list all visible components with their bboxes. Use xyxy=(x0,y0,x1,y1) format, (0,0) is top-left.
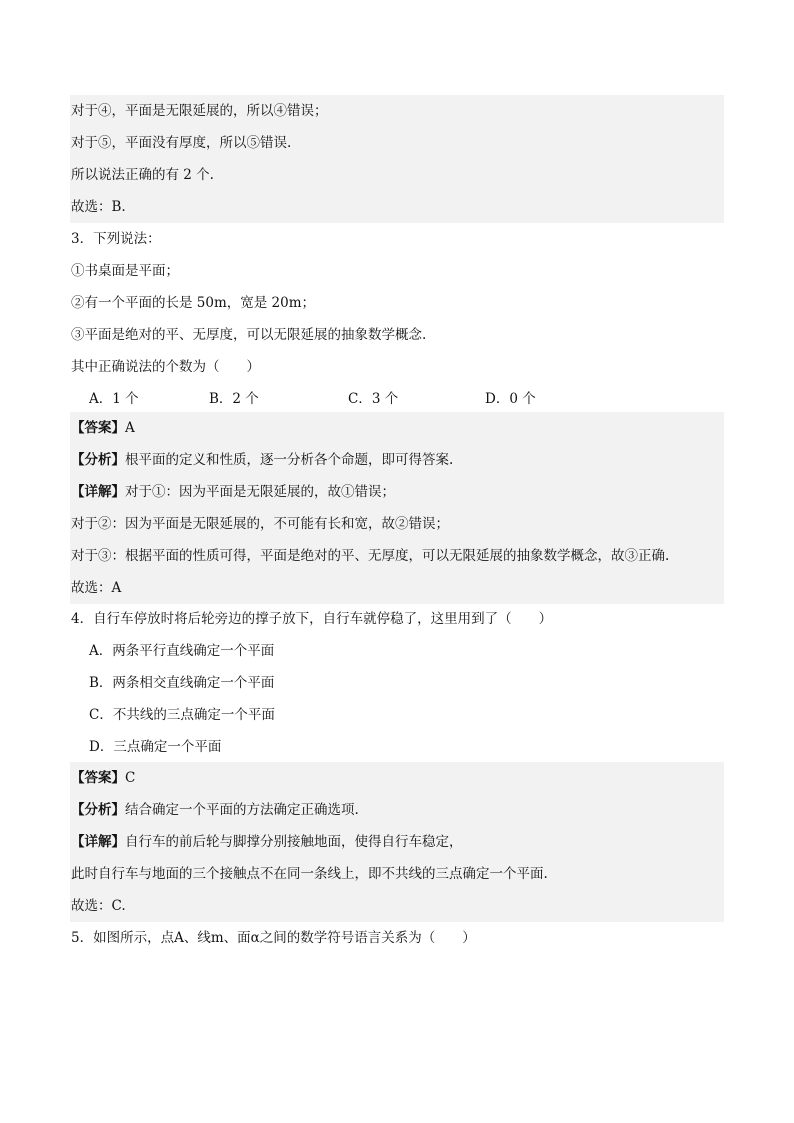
option-row xyxy=(70,383,724,415)
question-3 xyxy=(70,223,724,415)
option-a: A．1 个 xyxy=(89,391,139,407)
question-stem: 3．下列说法： xyxy=(71,231,161,247)
answer-line xyxy=(70,762,724,794)
question-4 xyxy=(70,603,724,763)
text-line: 对于⑤，平面没有厚度，所以⑤错误. xyxy=(71,135,292,151)
answer-tag: 【答案】 xyxy=(71,420,125,436)
text-line: 故选：C. xyxy=(71,898,126,914)
analysis-text: 结合确定一个平面的方法确定正确选项. xyxy=(125,802,359,818)
text-line: 对于③：根据平面的性质可得，平面是绝对的平、无厚度，可以无限延展的抽象数学概念，故③正确. xyxy=(71,548,670,564)
option-c: C．不共线的三点确定一个平面 xyxy=(89,707,275,723)
statement-3: ③平面是绝对的平、无厚度，可以无限延展的抽象数学概念. xyxy=(71,327,427,343)
option-b: B．两条相交直线确定一个平面 xyxy=(89,675,275,691)
detail-text: 对于①：因为平面是无限延展的，故①错误； xyxy=(125,484,395,500)
analysis-line xyxy=(70,444,724,476)
statement-2: ②有一个平面的长是 50m，宽是 20m； xyxy=(71,295,316,311)
detail-line xyxy=(70,826,724,858)
question-stem: 4．自行车停放时将后轮旁边的撑子放下，自行车就停稳了，这里用到了（ ） xyxy=(71,611,553,627)
option-a: A．两条平行直线确定一个平面 xyxy=(89,643,275,659)
solution-continuation xyxy=(70,95,724,223)
analysis-text: 根平面的定义和性质，逐一分析各个命题，即可得答案. xyxy=(125,452,454,468)
answer-value: C xyxy=(125,770,136,786)
option-c: C．3 个 xyxy=(348,391,399,407)
detail-text: 自行车的前后轮与脚撑分别接触地面，使得自行车稳定， xyxy=(125,834,463,850)
solution-q4 xyxy=(70,762,724,922)
text-line: 所以说法正确的有 2 个. xyxy=(71,167,214,183)
question-stem: 5．如图所示，点A、线m、面α之间的数学符号语言关系为（ ） xyxy=(71,930,476,946)
answer-line xyxy=(70,412,724,444)
question-prompt: 其中正确说法的个数为（ ） xyxy=(71,359,260,375)
detail-line xyxy=(70,476,724,508)
answer-value: A xyxy=(125,420,135,436)
text-line: 对于④，平面是无限延展的，所以④错误； xyxy=(71,103,328,119)
answer-tag: 【答案】 xyxy=(71,770,125,786)
analysis-tag: 【分析】 xyxy=(71,802,125,818)
text-line: 对于②：因为平面是无限延展的，不可能有长和宽，故②错误； xyxy=(71,516,449,532)
analysis-line xyxy=(70,794,724,826)
text-line: 此时自行车与地面的三个接触点不在同一条线上，即不共线的三点确定一个平面. xyxy=(71,866,548,882)
detail-tag: 【详解】 xyxy=(71,484,125,500)
question-5 xyxy=(70,922,724,954)
option-b: B．2 个 xyxy=(209,391,259,407)
solution-q3 xyxy=(70,412,724,604)
option-d: D．三点确定一个平面 xyxy=(89,739,222,755)
detail-tag: 【详解】 xyxy=(71,834,125,850)
statement-1: ①书桌面是平面； xyxy=(71,263,179,279)
option-d: D．0 个 xyxy=(485,391,536,407)
text-line: 故选：B. xyxy=(71,199,126,215)
analysis-tag: 【分析】 xyxy=(71,452,125,468)
text-line: 故选：A xyxy=(71,580,122,596)
